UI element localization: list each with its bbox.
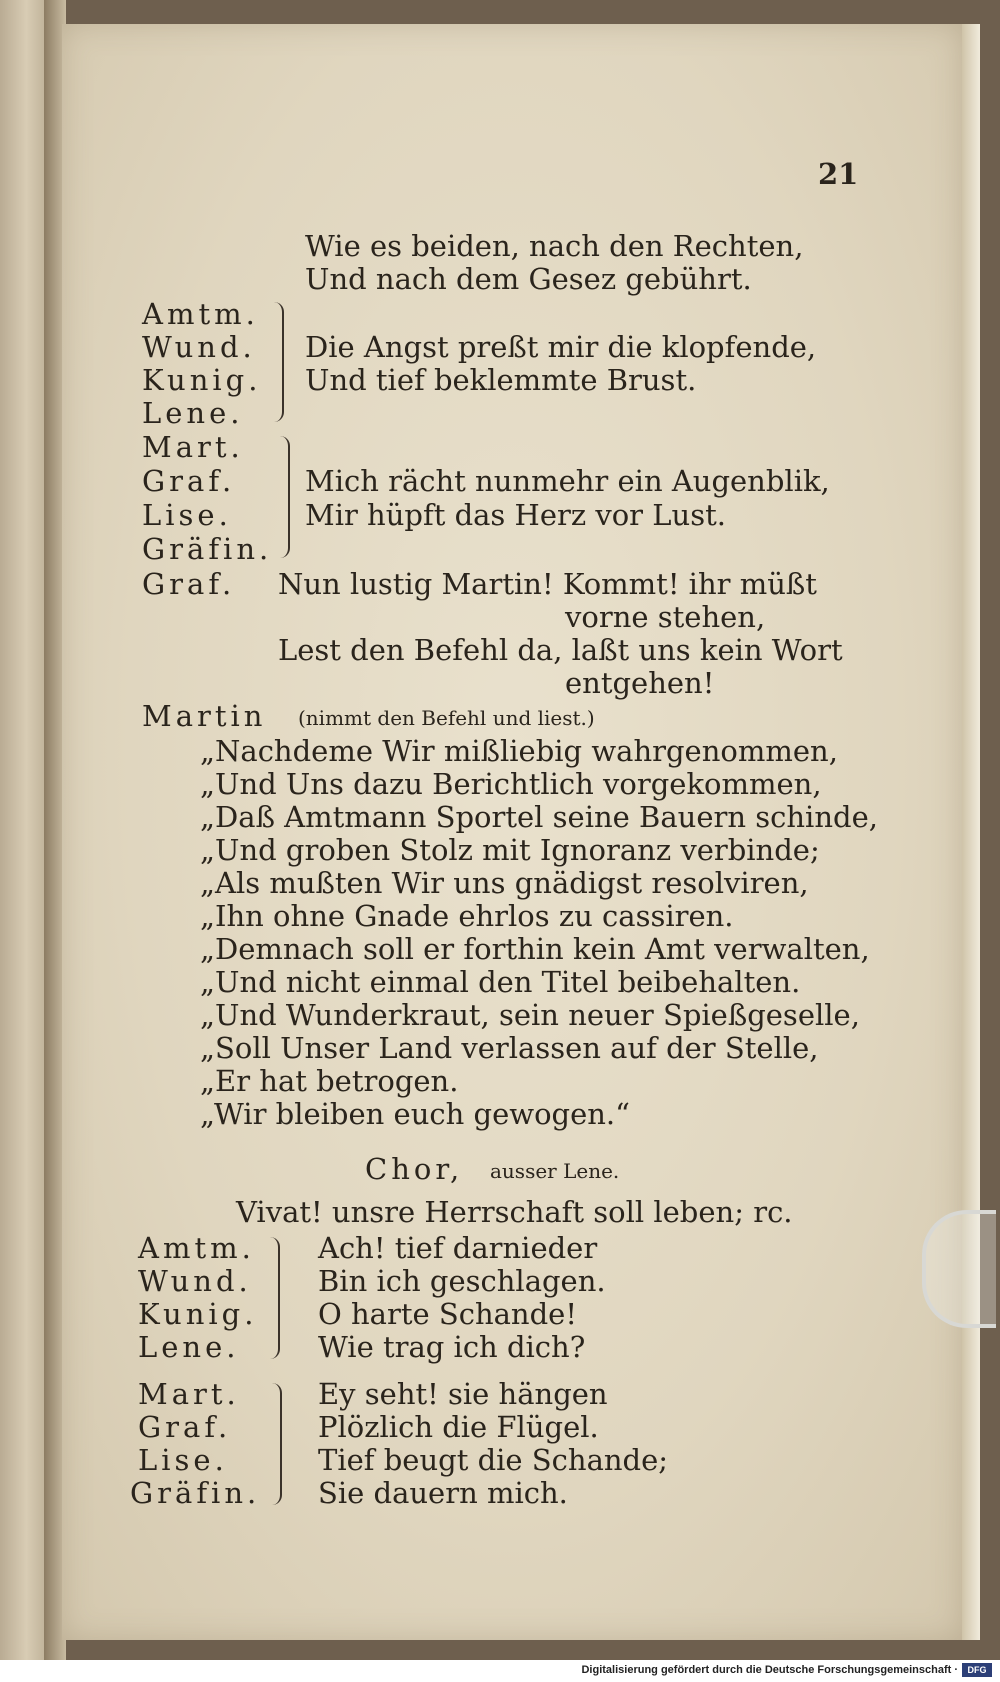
- decree-line: „Soll Unser Land verlassen auf der Stelle,: [200, 1031, 819, 1065]
- speaker-name: Lise.: [138, 1443, 228, 1477]
- verse-line: Vivat! unsre Herrschaft soll leben; rc.: [236, 1195, 793, 1229]
- speaker-name: Graf.: [142, 464, 236, 498]
- speaker-name: Graf.: [142, 567, 236, 601]
- verse-line: O harte Schande!: [318, 1297, 577, 1331]
- verse-line: Nun lustig Martin! Kommt! ihr müßt: [278, 567, 817, 601]
- verse-line: Mir hüpft das Herz vor Lust.: [305, 498, 726, 532]
- speaker-name: Lene.: [138, 1330, 240, 1364]
- decree-line: „Und groben Stolz mit Ignoranz verbinde;: [200, 833, 820, 867]
- stage-direction: (nimmt den Befehl und liest.): [298, 706, 595, 730]
- verse-line: Tief beugt die Schande;: [318, 1443, 669, 1477]
- verse-line: Lest den Befehl da, laßt uns kein Wort: [278, 633, 843, 667]
- page-clip: [922, 1210, 996, 1328]
- page-stack-edge: [962, 24, 980, 1640]
- decree-line: „Ihn ohne Gnade ehrlos zu cassiren.: [200, 899, 734, 933]
- decree-line: „Daß Amtmann Sportel seine Bauern schinde,: [200, 800, 878, 834]
- speaker-name: Mart.: [142, 430, 244, 464]
- stage-direction: ausser Lene.: [490, 1159, 620, 1183]
- left-page-edge: [0, 0, 44, 1660]
- speaker-name: Kunig.: [142, 363, 262, 397]
- dfg-logo: DFG: [962, 1663, 992, 1677]
- verse-line: Wie es beiden, nach den Rechten,: [305, 229, 804, 263]
- decree-line: „Demnach soll er forthin kein Amt verwalten,: [200, 932, 870, 966]
- speaker-brace: [272, 302, 284, 422]
- decree-line: „Wir bleiben euch gewogen.“: [200, 1097, 630, 1131]
- verse-line: Bin ich geschlagen.: [318, 1264, 606, 1298]
- funding-credit: Digitalisierung gefördert durch die Deutsche Forschungsgemeinschaft ·: [581, 1664, 958, 1676]
- speaker-name: Lise.: [142, 498, 232, 532]
- speaker-name: Martin: [142, 699, 267, 733]
- verse-line: entgehen!: [565, 666, 715, 700]
- speaker-brace: [278, 436, 290, 558]
- decree-line: „Und nicht einmal den Titel beibehalten.: [200, 965, 801, 999]
- speaker-name: Wund.: [142, 330, 256, 364]
- speaker-name: Amtm.: [138, 1231, 255, 1265]
- speaker-name: Lene.: [142, 396, 244, 430]
- verse-line: Und tief beklemmte Brust.: [305, 363, 697, 397]
- speaker-name: Gräfin.: [130, 1476, 261, 1510]
- speaker-name: Gräfin.: [142, 532, 273, 566]
- decree-line: „Nachdeme Wir mißliebig wahrgenommen,: [200, 734, 838, 768]
- decree-line: „Er hat betrogen.: [200, 1064, 459, 1098]
- speaker-name: Mart.: [138, 1377, 240, 1411]
- decree-line: „Als mußten Wir uns gnädigst resolviren,: [200, 866, 809, 900]
- decree-line: „Und Wunderkraut, sein neuer Spießgeselle,: [200, 998, 860, 1032]
- verse-line: Mich rächt nunmehr ein Augenblik,: [305, 464, 830, 498]
- verse-line: vorne stehen,: [565, 600, 766, 634]
- decree-line: „Und Uns dazu Berichtlich vorgekommen,: [200, 767, 822, 801]
- verse-line: Ey seht! sie hängen: [318, 1377, 608, 1411]
- verse-line: Und nach dem Gesez gebührt.: [305, 262, 752, 296]
- speaker-name: Amtm.: [142, 297, 259, 331]
- chorus-heading: Chor,: [365, 1152, 464, 1186]
- speaker-name: Wund.: [138, 1264, 252, 1298]
- speaker-brace: [270, 1383, 282, 1505]
- verse-line: Wie trag ich dich?: [318, 1330, 586, 1364]
- speaker-name: Graf.: [138, 1410, 232, 1444]
- footer-bar: [0, 1660, 1000, 1682]
- speaker-name: Kunig.: [138, 1297, 258, 1331]
- verse-line: Plözlich die Flügel.: [318, 1410, 599, 1444]
- verse-line: Ach! tief darnieder: [318, 1231, 598, 1265]
- page-number: 21: [818, 157, 859, 191]
- verse-line: Sie dauern mich.: [318, 1476, 568, 1510]
- speaker-brace: [268, 1237, 280, 1359]
- verse-line: Die Angst preßt mir die klopfende,: [305, 330, 817, 364]
